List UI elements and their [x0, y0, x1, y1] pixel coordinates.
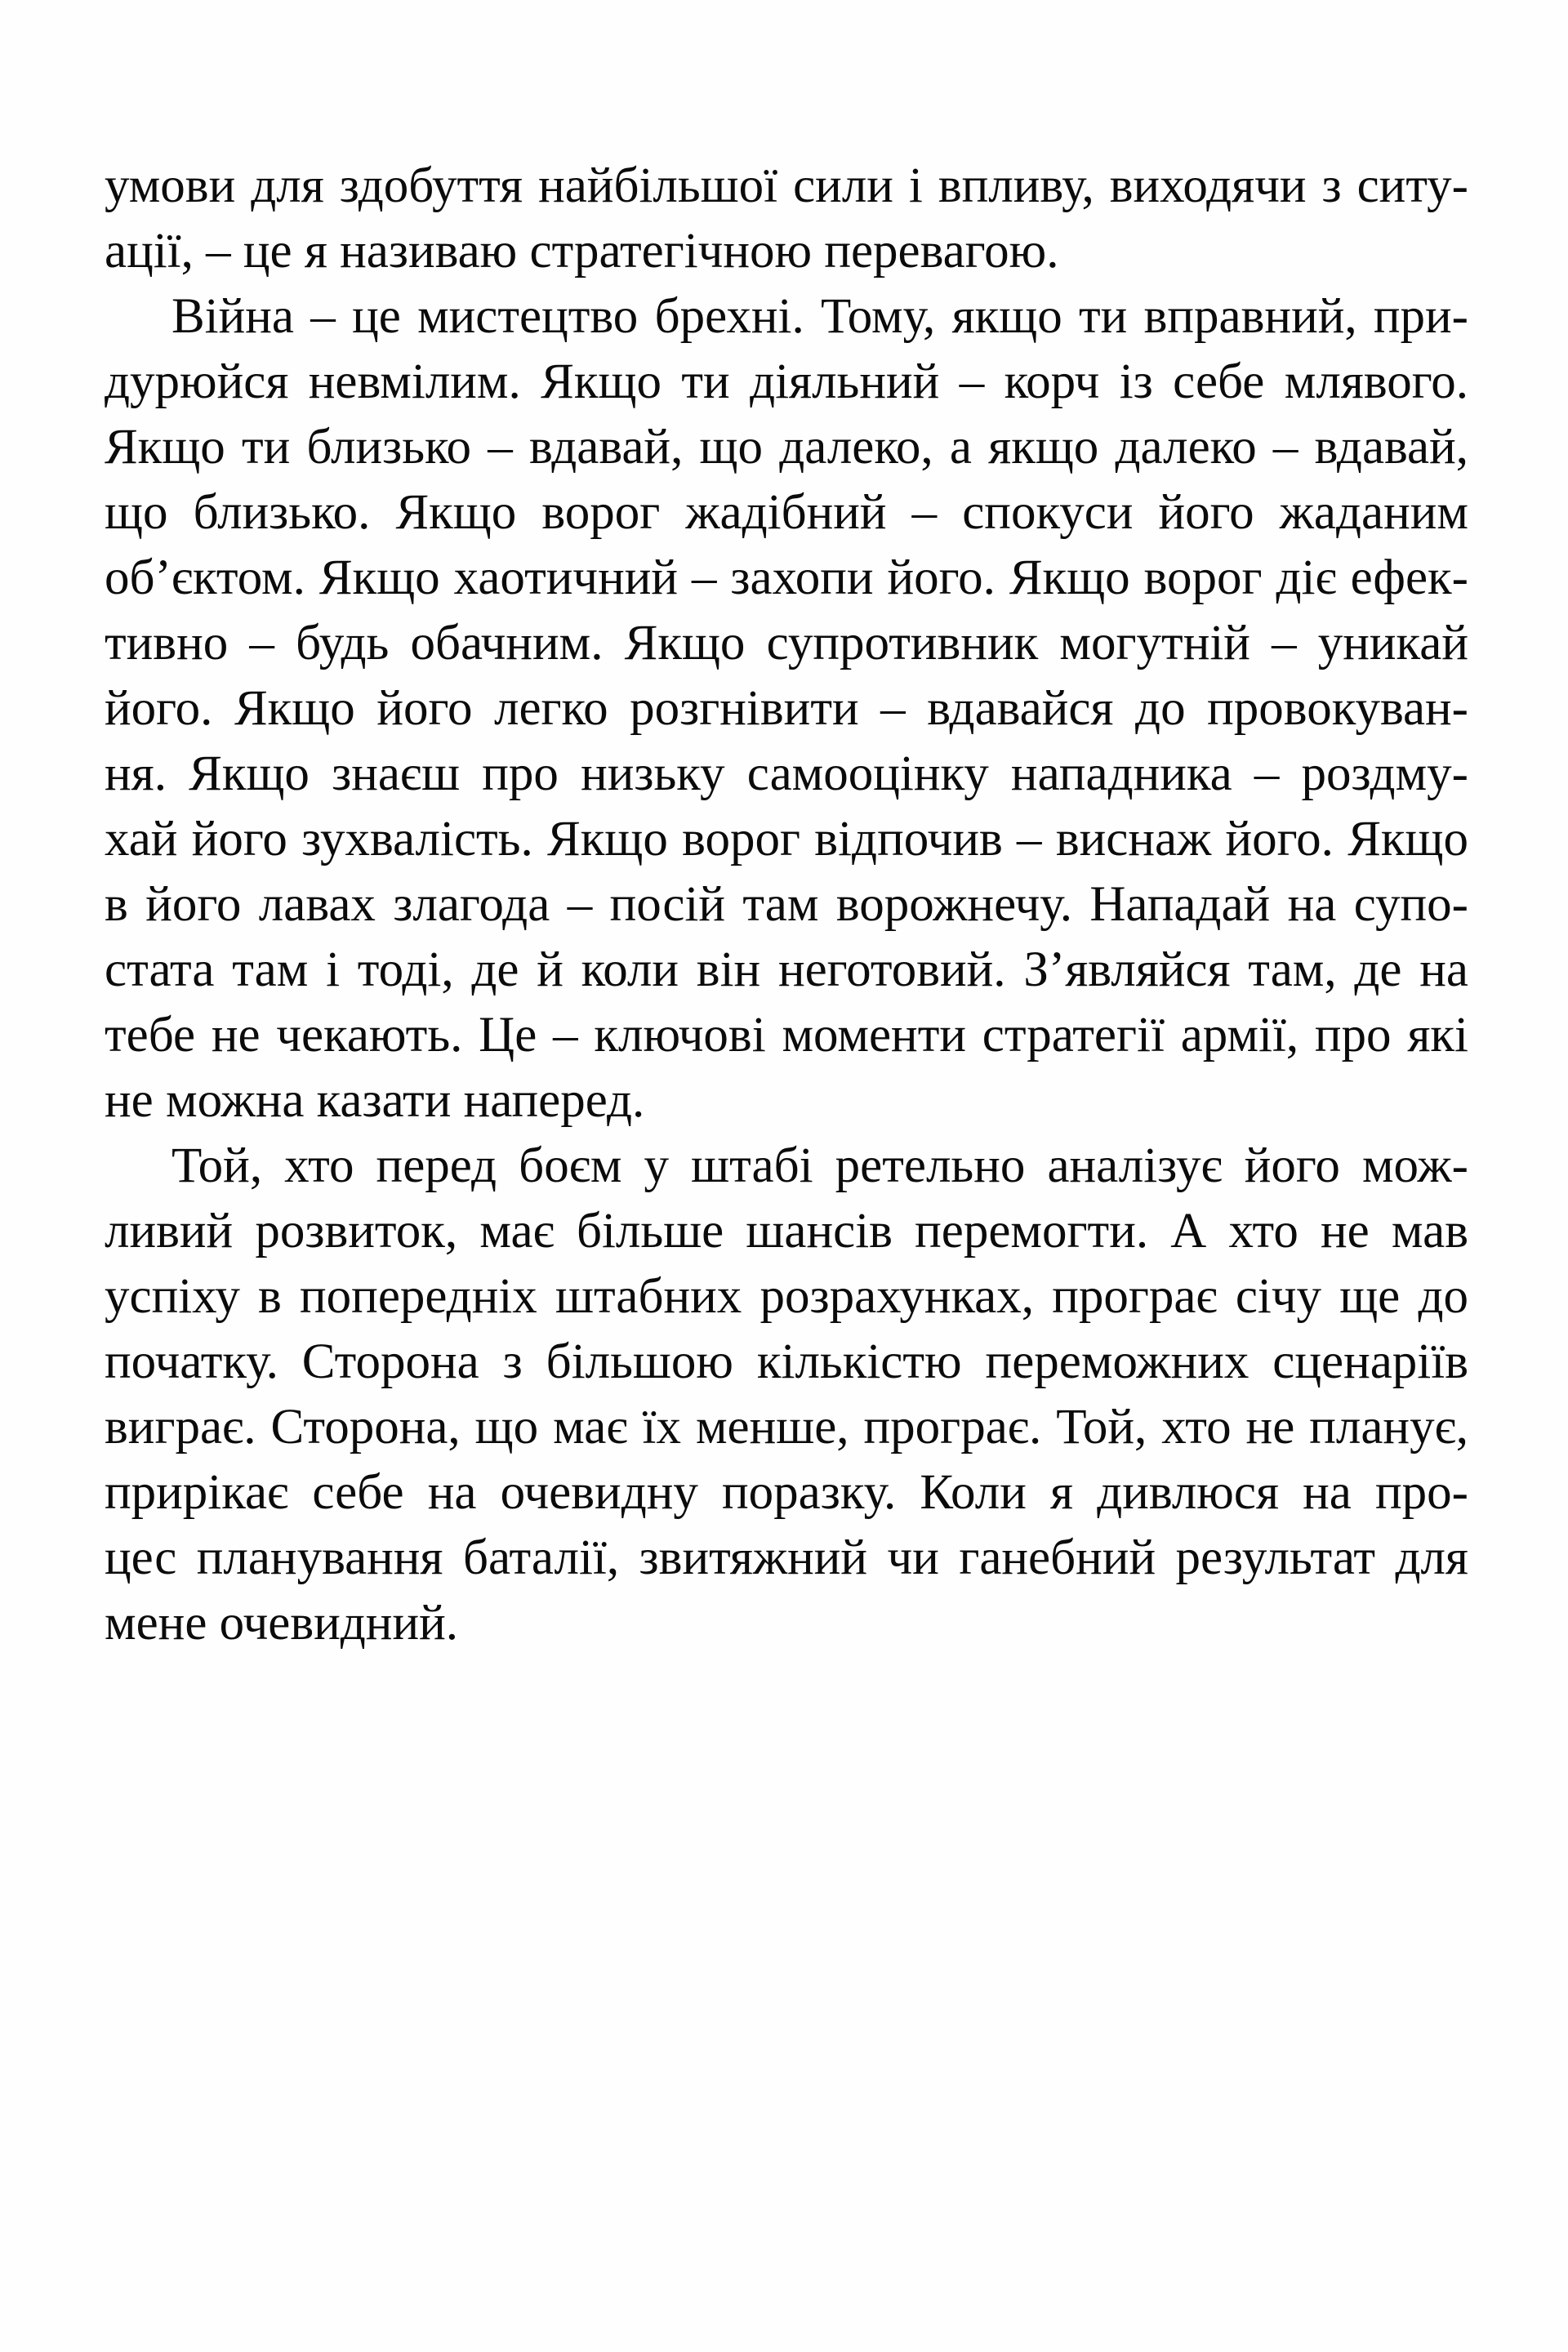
text-line: тебе не чекають. Це – ключові моменти стратегії армії, про які: [105, 1008, 1468, 1062]
page-text: [105, 154, 1468, 1656]
text-line: прирікає себе на очевидну поразку. Коли я дивлюся на про-: [105, 1465, 1468, 1520]
text-line: хай його зухвалість. Якщо ворог відпочив – виснаж його. Якщо: [105, 812, 1468, 866]
text-line: початку. Сторона з більшою кількістю переможних сценаріїв: [105, 1334, 1468, 1389]
text-line: що близько. Якщо ворог жадібний – спокуси його жаданим: [105, 485, 1468, 540]
text-line: виграє. Сторона, що має їх менше, програє. Той, хто не планує,: [105, 1400, 1468, 1454]
text-line: умови для здобуття найбільшої сили і впливу, виходячи з ситу-: [105, 158, 1468, 213]
text-line: стата там і тоді, де й коли він неготовий. З’являйся там, де на: [105, 942, 1468, 997]
text-line: об’єктом. Якщо хаотичний – захопи його. Якщо ворог діє ефек-: [105, 550, 1468, 605]
text-line: Війна – це мистецтво брехні. Тому, якщо ти вправний, при-: [172, 289, 1468, 344]
text-line: успіху в попередніх штабних розрахунках, програє січу ще до: [105, 1269, 1468, 1324]
text-line: цес планування баталії, звитяжний чи ганебний результат для: [105, 1530, 1468, 1585]
text-line: його. Якщо його легко розгнівити – вдавайся до провокуван-: [105, 681, 1468, 736]
text-line: тивно – будь обачним. Якщо супротивник могутній – уникай: [105, 616, 1468, 670]
text-line: ації, – це я називаю стратегічною перевагою.: [105, 224, 1059, 278]
text-line: Якщо ти близько – вдавай, що далеко, а якщо далеко – вдавай,: [105, 420, 1468, 474]
text-line: не можна казати наперед.: [105, 1073, 645, 1128]
text-line: дурюйся невмілим. Якщо ти діяльний – корч із себе млявого.: [105, 354, 1468, 409]
text-line: мене очевидний.: [105, 1596, 458, 1650]
text-line: в його лавах злагода – посій там ворожнечу. Нападай на супо-: [105, 877, 1468, 932]
text-line: ня. Якщо знаєш про низьку самооцінку нападника – роздму-: [105, 746, 1468, 801]
text-line: ливий розвиток, має більше шансів перемогти. А хто не мав: [105, 1204, 1468, 1258]
text-line: Той, хто перед боєм у штабі ретельно аналізує його мож-: [172, 1138, 1468, 1193]
